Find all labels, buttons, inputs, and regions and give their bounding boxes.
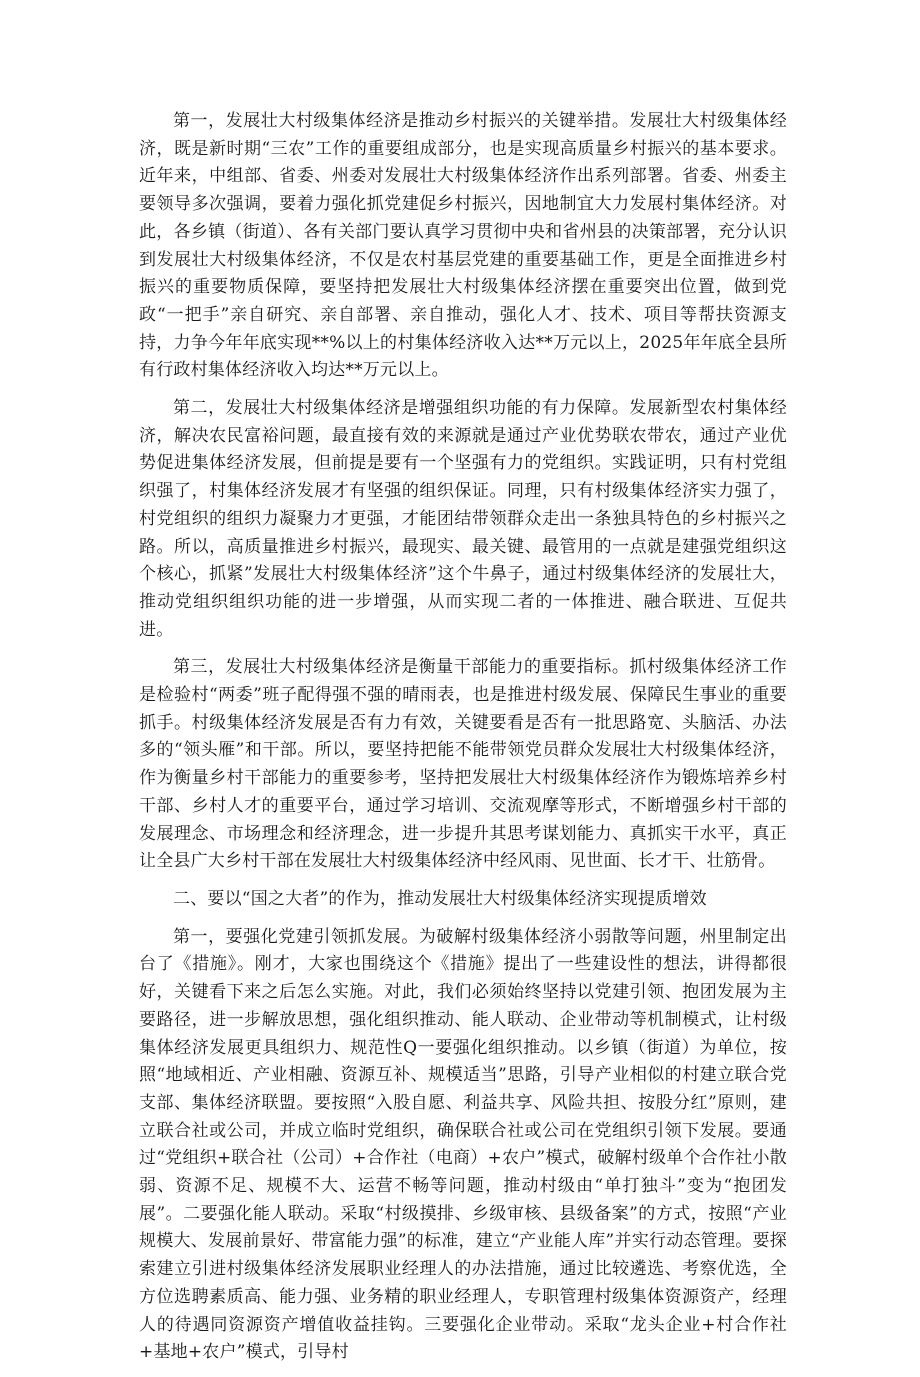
paragraph-second: 第二，发展壮大村级集体经济是增强组织功能的有力保障。发展新型农村集体经济，解决农民富裕问题，最直接有效的来源就是通过产业优势联农带农，通过产业优势促进集体经济发展，但前提是要有一个坚强有力的党组织。实践证明，只有村党组织强了，村集体经济发展才有坚强的组织保证。同理，只有村级集体经济实力强了，村党组织的组织力凝聚力才更强，才能团结带领群众走出一条独具特色的乡村振兴之路。所以，高质量推进乡村振兴，最现实、最关键、最管用的一点就是建强党组织这个核心，抓紧”发展壮大村级集体经济”这个牛鼻子，通过村级集体经济的发展壮大，推动党组织组织功能的进一步增强，从而实现二者的一体推进、融合联进、互促共进。 (139, 398, 787, 640)
document-body (139, 108, 787, 1377)
section-heading: 二、要以“国之大者”的作为，推动发展壮大村级集体经济实现提质增效 (173, 888, 707, 909)
paragraph-third: 第三，发展壮大村级集体经济是衡量干部能力的重要指标。抓村级集体经济工作是检验村“两委”班子配得强不强的晴雨表，也是推进村级发展、保障民生事业的重要抓手。村级集体经济发展是否有力有效，关键要看是否有一批思路宽、头脑活、办法多的“领头雁”和干部。所以，要坚持把能不能带领党员群众发展壮大村级集体经济，作为衡量乡村干部能力的重要参考，坚持把发展壮大村级集体经济作为锻炼培养乡村干部、乡村人才的重要平台，通过学习培训、交流观摩等形式，不断增强乡村干部的发展理念、市场理念和经济理念，进一步提升其思考谋划能力、真抓实干水平，真正让全县广大乡村干部在发展壮大村级集体经济中经风雨、见世面、长才干、壮筋骨。 (139, 657, 787, 872)
paragraph-last: 第一，要强化党建引领抓发展。为破解村级集体经济小弱散等问题，州里制定出台了《措施》。刚才，大家也围绕这个《措施》提出了一些建设性的想法，讲得都很好，关键看下来之后怎么实施。对此，我们必须始终坚持以党建引领、抱团发展为主要路径，进一步解放思想，强化组织推动、能人联动、企业带动等机制模式，让村级集体经济发展更具组织力、规范性Q一要强化组织推动。以乡镇（街道）为单位，按照“地域相近、产业相融、资源互补、规模适当”思路，引导产业相似的村建立联合党支部、集体经济联盟。要按照“入股自愿、利益共享、风险共担、按股分红”原则，建立联合社或公司，并成立临时党组织，确保联合社或公司在党组织引领下发展。要通过“党组织+联合社（公司）+合作社（电商）+农户”模式，破解村级单个合作社小散弱、资源不足、规模不大、运营不畅等问题，推动村级由“单打独斗”变为“抱团发展”。二要强化能人联动。采取“村级摸排、乡级审核、县级备案”的方式，按照“产业规模大、发展前景好、带富能力强”的标准，建立“产业能人库”并实行动态管理。要探索建立引进村级集体经济发展职业经理人的办法措施，通过比较遴选、考察优选，全方位选聘素质高、能力强、业务精的职业经理人，专职管理村级集体资源资产，经理人的待遇同资源资产增值收益挂钩。三要强化企业带动。采取“龙头企业+村合作社+基地+农户”模式，引导村 (139, 926, 787, 1363)
paragraph-first: 第一，发展壮大村级集体经济是推动乡村振兴的关键举措。发展壮大村级集体经济，既是新时期“三农”工作的重要组成部分，也是实现高质量乡村振兴的基本要求。近年来，中组部、省委、州委对发展壮大村级集体经济作出系列部署。省委、州委主要领导多次强调，要着力强化抓党建促乡村振兴，因地制宜大力发展村集体经济。对此，各乡镇（街道）、各有关部门要认真学习贯彻中央和省州县的决策部署，充分认识到发展壮大村级集体经济，不仅是农村基层党建的重要基础工作，更是全面推进乡村振兴的重要物质保障，要坚持把发展壮大村级集体经济摆在重要突出位置，做到党政“一把手”亲自研究、亲自部署、亲自推动，强化人才、技术、项目等帮扶资源支持，力争今年年底实现**%以上的村集体经济收入达**万元以上，2025年年底全县所有行政村集体经济收入均达**万元以上。 (139, 111, 787, 381)
